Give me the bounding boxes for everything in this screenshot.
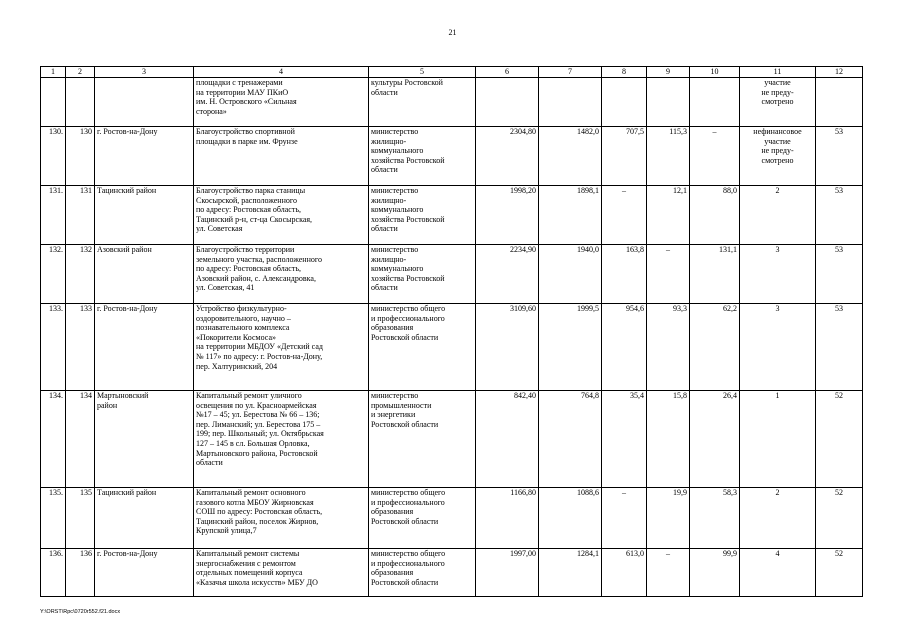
cell-col8: 707,5 [602, 127, 647, 186]
column-header: 10 [690, 67, 740, 78]
table-row [41, 186, 863, 245]
cell-col12: 53 [816, 127, 863, 186]
table-row [41, 391, 863, 488]
cell-col11: 1 [740, 391, 816, 488]
cell-number: 135 [66, 488, 95, 549]
cell-total: 2304,80 [476, 127, 539, 186]
cell-object: Капитальный ремонт системы энергоснабжения с ремонтом отдельных помещений корпуса «Казачья школа искусств» МБУ ДО [194, 549, 369, 597]
cell-col11: 2 [740, 186, 816, 245]
cell-col12: 52 [816, 391, 863, 488]
cell-col7: 1940,0 [539, 245, 602, 304]
cell-col11: нефинансовое участие не преду- смотрено [740, 127, 816, 186]
cell-total: 3109,60 [476, 304, 539, 391]
cell-municipality: г. Ростов-на-Дону [95, 549, 194, 597]
cell-col11: 3 [740, 304, 816, 391]
cell-col9: 12,1 [647, 186, 690, 245]
cell-col7: 1898,1 [539, 186, 602, 245]
column-header: 3 [95, 67, 194, 78]
cell-ministry: министерство промышленности и энергетики Ростовской области [369, 391, 476, 488]
column-header: 4 [194, 67, 369, 78]
cell-col10: 26,4 [690, 391, 740, 488]
cell-index: 133. [41, 304, 66, 391]
cell-municipality: Азовский район [95, 245, 194, 304]
table-row [41, 78, 863, 127]
cell-municipality [95, 78, 194, 127]
cell-ministry: министерство жилищно- коммунального хозяйства Ростовской области [369, 127, 476, 186]
cell-total [476, 78, 539, 127]
page-number: 21 [448, 28, 457, 37]
cell-total: 842,40 [476, 391, 539, 488]
cell-col10: – [690, 127, 740, 186]
cell-col12: 53 [816, 304, 863, 391]
data-table [40, 66, 863, 597]
cell-col11: 2 [740, 488, 816, 549]
cell-number: 131 [66, 186, 95, 245]
cell-index: 136. [41, 549, 66, 597]
table-row [41, 304, 863, 391]
cell-number: 136 [66, 549, 95, 597]
cell-col10: 99,9 [690, 549, 740, 597]
table-row [41, 127, 863, 186]
cell-number: 130 [66, 127, 95, 186]
cell-col11: 4 [740, 549, 816, 597]
cell-object: Благоустройство территории земельного участка, расположенного по адресу: Ростовская область, Азовский район, с. Александровка, ул. Советская, 41 [194, 245, 369, 304]
cell-ministry: министерство жилищно- коммунального хозяйства Ростовской области [369, 245, 476, 304]
cell-ministry: культуры Ростовской области [369, 78, 476, 127]
cell-index: 134. [41, 391, 66, 488]
cell-ministry: министерство общего и профессионального образования Ростовской области [369, 549, 476, 597]
cell-municipality: Тацинский район [95, 186, 194, 245]
cell-object: Капитальный ремонт основного газового котла МБОУ Жирновская СОШ по адресу: Ростовская область, Тацинский район, поселок Жирнов, Крупской улица,7 [194, 488, 369, 549]
cell-col10: 88,0 [690, 186, 740, 245]
cell-ministry: министерство жилищно- коммунального хозяйства Ростовской области [369, 186, 476, 245]
cell-ministry: министерство общего и профессионального образования Ростовской области [369, 304, 476, 391]
cell-index: 131. [41, 186, 66, 245]
column-header: 8 [602, 67, 647, 78]
cell-col8: 954,6 [602, 304, 647, 391]
cell-col7: 1088,6 [539, 488, 602, 549]
cell-total: 2234,90 [476, 245, 539, 304]
cell-col11: 3 [740, 245, 816, 304]
cell-municipality: г. Ростов-на-Дону [95, 304, 194, 391]
cell-municipality: г. Ростов-на-Дону [95, 127, 194, 186]
cell-number: 133 [66, 304, 95, 391]
cell-col7: 1284,1 [539, 549, 602, 597]
cell-col9: 115,3 [647, 127, 690, 186]
cell-total: 1998,20 [476, 186, 539, 245]
cell-col8: – [602, 488, 647, 549]
cell-number: 134 [66, 391, 95, 488]
cell-ministry: министерство общего и профессионального образования Ростовской области [369, 488, 476, 549]
cell-col9: 93,3 [647, 304, 690, 391]
cell-col10: 58,3 [690, 488, 740, 549]
column-header: 1 [41, 67, 66, 78]
cell-index: 132. [41, 245, 66, 304]
cell-col9: 15,8 [647, 391, 690, 488]
table-row [41, 549, 863, 597]
cell-col7: 1999,5 [539, 304, 602, 391]
cell-object: Капитальный ремонт уличного освещения по ул. Красноармейская №17 – 45; ул. Берестова № 66 – 136; пер. Лиманский; ул. Берестова 175 – 199; пер. Школьный; ул. Октябрьская 127 – 145 в сл. Большая Орловка, Мартыновского района, Ростовской области [194, 391, 369, 488]
cell-col12: 53 [816, 186, 863, 245]
cell-col7: 1482,0 [539, 127, 602, 186]
cell-col10: 131,1 [690, 245, 740, 304]
file-path-footer: Y:\ORST\Rpc\0720r552.f21.docx [40, 609, 121, 615]
column-header: 9 [647, 67, 690, 78]
cell-total: 1997,00 [476, 549, 539, 597]
cell-col12 [816, 78, 863, 127]
cell-object: Благоустройство спортивной площадки в парке им. Фрунзе [194, 127, 369, 186]
cell-index: 135. [41, 488, 66, 549]
cell-col12: 52 [816, 549, 863, 597]
column-header: 11 [740, 67, 816, 78]
column-header: 12 [816, 67, 863, 78]
cell-col9: 19,9 [647, 488, 690, 549]
table-row [41, 245, 863, 304]
cell-object: Устройство физкультурно- оздоровительного, научно – познавательного комплекса «Покорители Космоса» на территории МБДОУ «Детский сад № 117» по адресу: г. Ростов-на-Дону, пер. Халтуринский, 204 [194, 304, 369, 391]
cell-index: 130. [41, 127, 66, 186]
cell-municipality: Мартыновский район [95, 391, 194, 488]
column-header: 6 [476, 67, 539, 78]
cell-col8 [602, 78, 647, 127]
column-header: 5 [369, 67, 476, 78]
cell-object: Благоустройство парка станицы Скосырской, расположенного по адресу: Ростовская область, Тацинский р-н, ст-ца Скосырская, ул. Советская [194, 186, 369, 245]
cell-col9 [647, 78, 690, 127]
cell-index [41, 78, 66, 127]
cell-col9: – [647, 245, 690, 304]
column-header: 2 [66, 67, 95, 78]
cell-col8: 613,0 [602, 549, 647, 597]
cell-number [66, 78, 95, 127]
table-row [41, 488, 863, 549]
cell-col10 [690, 78, 740, 127]
cell-col11: участие не преду- смотрено [740, 78, 816, 127]
cell-total: 1166,80 [476, 488, 539, 549]
cell-col12: 52 [816, 488, 863, 549]
cell-col8: 35,4 [602, 391, 647, 488]
cell-col8: – [602, 186, 647, 245]
cell-municipality: Тацинский район [95, 488, 194, 549]
cell-col9: – [647, 549, 690, 597]
cell-col10: 62,2 [690, 304, 740, 391]
column-number-row [41, 67, 863, 78]
cell-col7 [539, 78, 602, 127]
cell-object: площадки с тренажерами на территории МАУ ПКиО им. Н. Островского «Сильная сторона» [194, 78, 369, 127]
cell-number: 132 [66, 245, 95, 304]
cell-col8: 163,8 [602, 245, 647, 304]
column-header: 7 [539, 67, 602, 78]
cell-col7: 764,8 [539, 391, 602, 488]
cell-col12: 53 [816, 245, 863, 304]
